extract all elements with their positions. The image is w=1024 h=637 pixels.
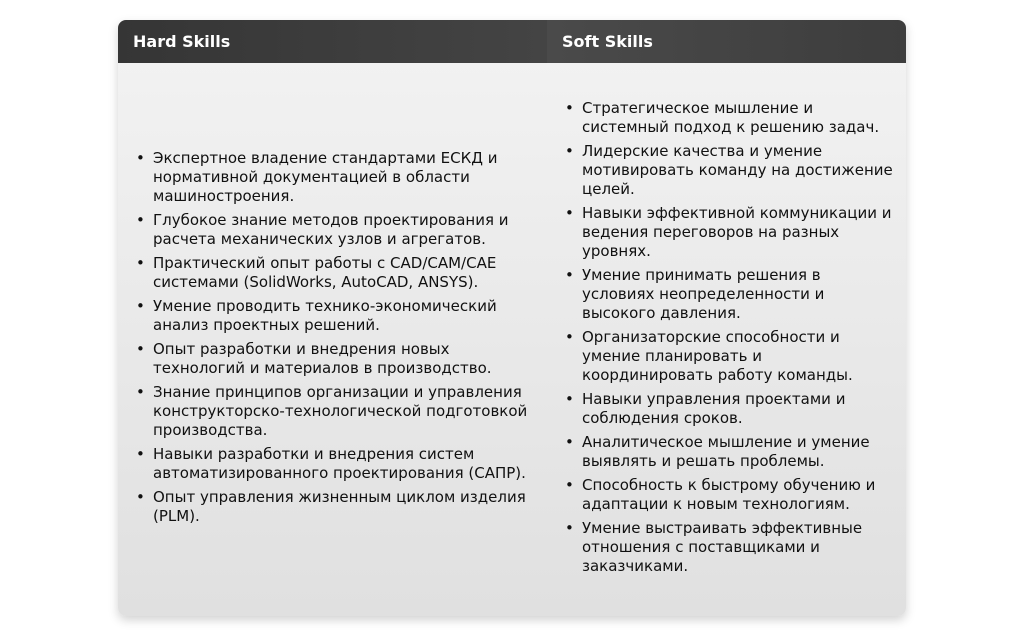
soft-skill-item: • Аналитическое мышление и умение выявлять и решать проблемы. <box>564 433 896 471</box>
hard-skills-column <box>118 63 547 616</box>
hard-skill-item: • Экспертное владение стандартами ЕСКД и нормативной документацией в области машиностроения. <box>135 149 541 206</box>
hard-skills-list <box>135 149 541 531</box>
soft-skill-item: • Организаторские способности и умение планировать и координировать работу команды. <box>564 328 896 385</box>
soft-skills-list <box>564 99 896 581</box>
skills-table <box>118 20 906 616</box>
soft-skills-header: Soft Skills <box>547 20 906 63</box>
soft-skill-item: • Навыки эффективной коммуникации и ведения переговоров на разных уровнях. <box>564 204 896 261</box>
hard-skill-item: • Навыки разработки и внедрения систем автоматизированного проектирования (САПР). <box>135 445 541 483</box>
hard-skills-header: Hard Skills <box>118 20 547 63</box>
table-header <box>118 20 906 63</box>
hard-skill-item: • Умение проводить технико-экономический анализ проектных решений. <box>135 297 541 335</box>
table-body <box>118 63 906 616</box>
hard-skill-item: • Практический опыт работы с CAD/CAM/CAE системами (SolidWorks, AutoCAD, ANSYS). <box>135 254 541 292</box>
soft-skill-item: • Стратегическое мышление и системный подход к решению задач. <box>564 99 896 137</box>
soft-skill-item: • Способность к быстрому обучению и адаптации к новым технологиям. <box>564 476 896 514</box>
soft-skills-column <box>547 63 906 616</box>
soft-skill-item: • Лидерские качества и умение мотивировать команду на достижение целей. <box>564 142 896 199</box>
soft-skill-item: • Умение выстраивать эффективные отношения с поставщиками и заказчиками. <box>564 519 896 576</box>
hard-skill-item: • Опыт управления жизненным циклом изделия (PLM). <box>135 488 541 526</box>
hard-skill-item: • Опыт разработки и внедрения новых технологий и материалов в производство. <box>135 340 541 378</box>
soft-skill-item: • Навыки управления проектами и соблюдения сроков. <box>564 390 896 428</box>
hard-skill-item: • Знание принципов организации и управления конструкторско-технологической подготовкой производства. <box>135 383 541 440</box>
soft-skill-item: • Умение принимать решения в условиях неопределенности и высокого давления. <box>564 266 896 323</box>
hard-skill-item: • Глубокое знание методов проектирования и расчета механических узлов и агрегатов. <box>135 211 541 249</box>
